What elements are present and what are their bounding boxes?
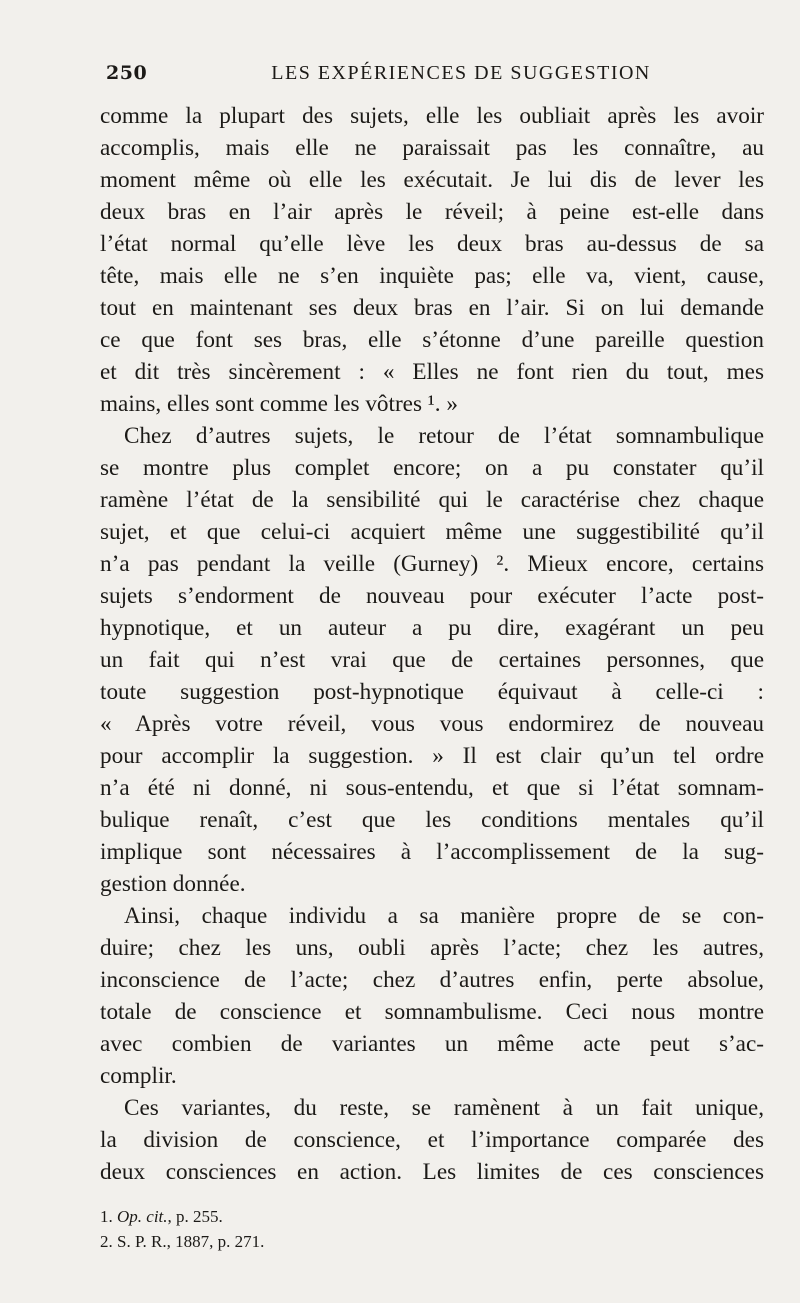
footnote-marker: 1. [100,1207,113,1226]
text-line: sujets s’endorment de nouveau pour exécuter l’acte post- [100,583,764,609]
running-title: LES EXPÉRIENCES DE SUGGESTION [271,62,651,84]
paragraph-start-line: Ainsi, chaque individu a sa manière propre de se con- [124,903,764,929]
text-line: tout en maintenant ses deux bras en l’air. Si on lui demande [100,295,764,321]
paragraph-start-line: Chez d’autres sujets, le retour de l’état somnambulique [124,423,764,449]
footnote-1 [100,1204,500,1229]
text-line: bulique renaît, c’est que les conditions mentales qu’il [100,807,764,833]
footnotes [100,1204,500,1254]
text-line: l’état normal qu’elle lève les deux bras au-dessus de sa [100,231,764,257]
text-line: ramène l’état de la sensibilité qui le caractérise chez chaque [100,487,764,513]
text-line: et dit très sincèrement : « Elles ne font rien du tout, mes [100,359,764,385]
text-line: inconscience de l’acte; chez d’autres enfin, perte absolue, [100,967,764,993]
text-line: toute suggestion post-hypnotique équivaut à celle-ci : [100,679,764,705]
footnote-2: 2. S. P. R., 1887, p. 271. [100,1232,265,1251]
text-line: moment même où elle les exécutait. Je lui dis de lever les [100,167,764,193]
text-line: hypnotique, et un auteur a pu dire, exagérant un peu [100,615,764,641]
text-line: la division de conscience, et l’importance comparée des [100,1127,764,1153]
footnote-source: Op. cit. [117,1207,168,1226]
page-number: 250 [106,62,148,84]
text-line: n’a été ni donné, ni sous-entendu, et que si l’état somnam- [100,775,764,801]
text-line: un fait qui n’est vrai que de certaines personnes, que [100,647,764,673]
text-line: comme la plupart des sujets, elle les oubliait après les avoir [100,103,764,129]
paragraph-start-line: Ces variantes, du reste, se ramènent à un fait unique, [124,1095,764,1121]
text-line: pour accomplir la suggestion. » Il est clair qu’un tel ordre [100,743,764,769]
footnote-page: , p. 255. [167,1207,223,1226]
text-line: totale de conscience et somnambulisme. Ceci nous montre [100,999,764,1025]
text-line: gestion donnée. [100,871,246,897]
text-line: accomplis, mais elle ne paraissait pas les connaître, au [100,135,764,161]
text-line: complir. [100,1063,177,1089]
body-text [100,100,764,1188]
text-line: deux consciences en action. Les limites de ces consciences [100,1159,764,1185]
text-line: mains, elles sont comme les vôtres ¹. » [100,391,458,417]
text-line: « Après votre réveil, vous vous endormirez de nouveau [100,711,764,737]
text-line: implique sont nécessaires à l’accomplissement de la sug- [100,839,764,865]
text-line: avec combien de variantes un même acte peut s’ac- [100,1031,764,1057]
text-line: tête, mais elle ne s’en inquiète pas; elle va, vient, cause, [100,263,764,289]
text-line: se montre plus complet encore; on a pu constater qu’il [100,455,764,481]
text-line: deux bras en l’air après le réveil; à peine est-elle dans [100,199,764,225]
text-line: sujet, et que celui-ci acquiert même une suggestibilité qu’il [100,519,764,545]
text-line: n’a pas pendant la veille (Gurney) ². Mieux encore, certains [100,551,764,577]
running-head [106,62,666,85]
text-line: ce que font ses bras, elle s’étonne d’une pareille question [100,327,764,353]
text-line: duire; chez les uns, oubli après l’acte; chez les autres, [100,935,764,961]
